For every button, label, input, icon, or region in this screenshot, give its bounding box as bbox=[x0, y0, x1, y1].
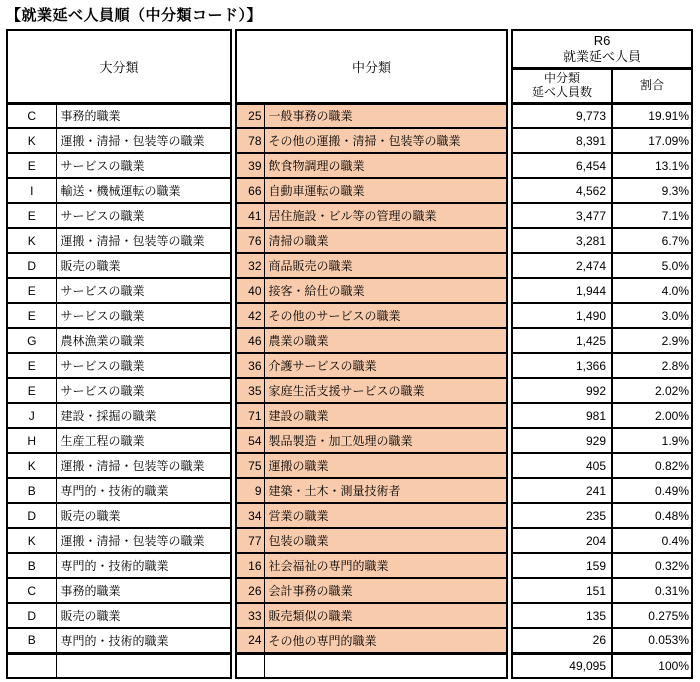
major-name-cell: サービスの職業 bbox=[56, 153, 231, 178]
table-row-r6 bbox=[512, 453, 692, 478]
major-code-cell: D bbox=[7, 503, 56, 528]
major-code-cell: K bbox=[7, 128, 56, 153]
table-row-major bbox=[7, 103, 231, 128]
major-name-cell: 専門的・技術的職業 bbox=[56, 628, 231, 653]
major-code-cell: E bbox=[7, 353, 56, 378]
ratio-cell: 19.91% bbox=[612, 103, 692, 128]
table-row-major bbox=[7, 453, 231, 478]
count-cell: 1,366 bbox=[512, 353, 612, 378]
count-cell: 405 bbox=[512, 453, 612, 478]
table-row-r6 bbox=[512, 253, 692, 278]
mid-code-cell: 46 bbox=[236, 328, 264, 353]
major-name-cell: サービスの職業 bbox=[56, 353, 231, 378]
count-cell: 1,944 bbox=[512, 278, 612, 303]
table-row-major bbox=[7, 628, 231, 653]
major-code-cell: K bbox=[7, 228, 56, 253]
table-row-major bbox=[7, 503, 231, 528]
major-code-cell: J bbox=[7, 403, 56, 428]
mid-code-cell: 40 bbox=[236, 278, 264, 303]
mid-code-cell: 42 bbox=[236, 303, 264, 328]
table-row-major bbox=[7, 528, 231, 553]
ratio-cell: 2.02% bbox=[612, 378, 692, 403]
table-row-r6 bbox=[512, 328, 692, 353]
major-code-cell: B bbox=[7, 628, 56, 653]
mid-code-cell: 35 bbox=[236, 378, 264, 403]
count-column-header: 中分類 延べ人員数 bbox=[512, 68, 612, 103]
mid-name-cell: その他の運搬・清掃・包装等の職業 bbox=[264, 128, 507, 153]
major-code-cell: K bbox=[7, 453, 56, 478]
mid-name-cell: 農業の職業 bbox=[264, 328, 507, 353]
table-row-r6 bbox=[512, 603, 692, 628]
major-code-cell: G bbox=[7, 328, 56, 353]
major-code-cell: H bbox=[7, 428, 56, 453]
mid-code-cell: 76 bbox=[236, 228, 264, 253]
major-name-cell: サービスの職業 bbox=[56, 303, 231, 328]
ratio-cell: 4.0% bbox=[612, 278, 692, 303]
ratio-cell: 6.7% bbox=[612, 228, 692, 253]
table-row-major bbox=[7, 178, 231, 203]
major-code-cell: C bbox=[7, 103, 56, 128]
count-cell: 981 bbox=[512, 403, 612, 428]
major-name-cell: 販売の職業 bbox=[56, 603, 231, 628]
major-classification-table bbox=[6, 29, 232, 679]
count-cell: 4,562 bbox=[512, 178, 612, 203]
total-mid-name-cell bbox=[264, 653, 507, 678]
count-cell: 26 bbox=[512, 628, 612, 653]
count-cell: 3,477 bbox=[512, 203, 612, 228]
mid-name-cell: その他の専門的職業 bbox=[264, 628, 507, 653]
mid-name-cell: 運搬の職業 bbox=[264, 453, 507, 478]
major-code-cell: K bbox=[7, 528, 56, 553]
major-code-cell: D bbox=[7, 603, 56, 628]
mid-name-cell: 営業の職業 bbox=[264, 503, 507, 528]
mid-code-cell: 34 bbox=[236, 503, 264, 528]
ratio-cell: 2.8% bbox=[612, 353, 692, 378]
ratio-cell: 0.275% bbox=[612, 603, 692, 628]
table-row-middle bbox=[236, 103, 507, 128]
ratio-cell: 9.3% bbox=[612, 178, 692, 203]
table-row-middle bbox=[236, 628, 507, 653]
r6-group-header: R6 就業延べ人員 bbox=[512, 30, 692, 68]
table-row-middle bbox=[236, 253, 507, 278]
mid-name-cell: 社会福祉の専門的職業 bbox=[264, 553, 507, 578]
r6-employment-table bbox=[511, 29, 693, 679]
table-row-major bbox=[7, 578, 231, 603]
major-name-cell: 専門的・技術的職業 bbox=[56, 478, 231, 503]
major-name-cell: 農林漁業の職業 bbox=[56, 328, 231, 353]
ratio-cell: 0.053% bbox=[612, 628, 692, 653]
table-row-r6 bbox=[512, 553, 692, 578]
major-name-cell: サービスの職業 bbox=[56, 378, 231, 403]
table-row-middle bbox=[236, 153, 507, 178]
table-row-middle bbox=[236, 528, 507, 553]
mid-code-cell: 24 bbox=[236, 628, 264, 653]
table-row-major bbox=[7, 603, 231, 628]
mid-name-cell: 飲食物調理の職業 bbox=[264, 153, 507, 178]
major-name-cell: サービスの職業 bbox=[56, 278, 231, 303]
mid-name-cell: 清掃の職業 bbox=[264, 228, 507, 253]
mid-code-cell: 26 bbox=[236, 578, 264, 603]
total-major-name-cell bbox=[56, 653, 231, 678]
mid-name-cell: 介護サービスの職業 bbox=[264, 353, 507, 378]
mid-name-cell: 製品製造・加工処理の職業 bbox=[264, 428, 507, 453]
total-count-cell: 49,095 bbox=[512, 653, 612, 678]
ratio-cell: 13.1% bbox=[612, 153, 692, 178]
table-row-major bbox=[7, 203, 231, 228]
table-row-middle bbox=[236, 453, 507, 478]
count-cell: 8,391 bbox=[512, 128, 612, 153]
table-row-r6 bbox=[512, 278, 692, 303]
mid-name-cell: 一般事務の職業 bbox=[264, 103, 507, 128]
table-row-r6 bbox=[512, 203, 692, 228]
major-name-cell: 生産工程の職業 bbox=[56, 428, 231, 453]
table-row-middle bbox=[236, 603, 507, 628]
table-row-r6 bbox=[512, 628, 692, 653]
count-cell: 204 bbox=[512, 528, 612, 553]
total-mid-code-cell bbox=[236, 653, 264, 678]
mid-name-cell: 会計事務の職業 bbox=[264, 578, 507, 603]
table-row-r6 bbox=[512, 428, 692, 453]
table-row-major bbox=[7, 328, 231, 353]
table-row-middle bbox=[236, 553, 507, 578]
table-row-major bbox=[7, 253, 231, 278]
major-code-cell: B bbox=[7, 478, 56, 503]
table-row-r6 bbox=[512, 353, 692, 378]
major-name-cell: 輸送・機械運転の職業 bbox=[56, 178, 231, 203]
mid-code-cell: 33 bbox=[236, 603, 264, 628]
major-code-cell: D bbox=[7, 253, 56, 278]
count-cell: 135 bbox=[512, 603, 612, 628]
table-row-r6 bbox=[512, 503, 692, 528]
total-row-major bbox=[7, 653, 231, 678]
ratio-cell: 0.48% bbox=[612, 503, 692, 528]
table-row-middle bbox=[236, 203, 507, 228]
table-row-r6 bbox=[512, 178, 692, 203]
table-row-major bbox=[7, 153, 231, 178]
count-cell: 1,425 bbox=[512, 328, 612, 353]
count-cell: 151 bbox=[512, 578, 612, 603]
major-code-cell: C bbox=[7, 578, 56, 603]
table-row-middle bbox=[236, 353, 507, 378]
table-row-r6 bbox=[512, 103, 692, 128]
table-row-middle bbox=[236, 278, 507, 303]
mid-name-cell: 建設の職業 bbox=[264, 403, 507, 428]
count-cell: 235 bbox=[512, 503, 612, 528]
major-code-cell: E bbox=[7, 378, 56, 403]
mid-name-cell: 自動車運転の職業 bbox=[264, 178, 507, 203]
ratio-cell: 1.9% bbox=[612, 428, 692, 453]
major-classification-header: 大分類 bbox=[7, 30, 231, 103]
mid-name-cell: 販売類似の職業 bbox=[264, 603, 507, 628]
table-row-major bbox=[7, 128, 231, 153]
count-cell: 1,490 bbox=[512, 303, 612, 328]
mid-code-cell: 16 bbox=[236, 553, 264, 578]
mid-code-cell: 75 bbox=[236, 453, 264, 478]
table-row-r6 bbox=[512, 403, 692, 428]
mid-code-cell: 78 bbox=[236, 128, 264, 153]
count-cell: 929 bbox=[512, 428, 612, 453]
major-name-cell: 販売の職業 bbox=[56, 503, 231, 528]
table-row-major bbox=[7, 228, 231, 253]
major-name-cell: 運搬・清掃・包装等の職業 bbox=[56, 528, 231, 553]
count-cell: 992 bbox=[512, 378, 612, 403]
ratio-cell: 2.9% bbox=[612, 328, 692, 353]
table-row-major bbox=[7, 353, 231, 378]
major-name-cell: 建設・採掘の職業 bbox=[56, 403, 231, 428]
major-code-cell: I bbox=[7, 178, 56, 203]
ratio-cell: 0.32% bbox=[612, 553, 692, 578]
mid-code-cell: 66 bbox=[236, 178, 264, 203]
mid-code-cell: 41 bbox=[236, 203, 264, 228]
table-row-r6 bbox=[512, 303, 692, 328]
mid-name-cell: 接客・給仕の職業 bbox=[264, 278, 507, 303]
table-row-r6 bbox=[512, 128, 692, 153]
major-code-cell: E bbox=[7, 203, 56, 228]
major-name-cell: 事務的職業 bbox=[56, 103, 231, 128]
major-name-cell: 事務的職業 bbox=[56, 578, 231, 603]
middle-classification-header: 中分類 bbox=[236, 30, 507, 103]
table-row-middle bbox=[236, 503, 507, 528]
table-row-middle bbox=[236, 428, 507, 453]
mid-code-cell: 36 bbox=[236, 353, 264, 378]
table-row-major bbox=[7, 553, 231, 578]
table-row-r6 bbox=[512, 228, 692, 253]
table-row-middle bbox=[236, 403, 507, 428]
ratio-cell: 3.0% bbox=[612, 303, 692, 328]
table-row-r6 bbox=[512, 478, 692, 503]
table-row-major bbox=[7, 478, 231, 503]
table-row-major bbox=[7, 428, 231, 453]
ratio-cell: 2.00% bbox=[612, 403, 692, 428]
middle-classification-table bbox=[235, 29, 508, 679]
major-name-cell: 運搬・清掃・包装等の職業 bbox=[56, 228, 231, 253]
ratio-cell: 0.4% bbox=[612, 528, 692, 553]
major-name-cell: 運搬・清掃・包装等の職業 bbox=[56, 453, 231, 478]
mid-code-cell: 71 bbox=[236, 403, 264, 428]
table-row-middle bbox=[236, 578, 507, 603]
table-row-middle bbox=[236, 128, 507, 153]
table-row-middle bbox=[236, 478, 507, 503]
mid-name-cell: 家庭生活支援サービスの職業 bbox=[264, 378, 507, 403]
major-name-cell: 専門的・技術的職業 bbox=[56, 553, 231, 578]
count-cell: 3,281 bbox=[512, 228, 612, 253]
ratio-cell: 17.09% bbox=[612, 128, 692, 153]
table-row-r6 bbox=[512, 528, 692, 553]
table-row-major bbox=[7, 278, 231, 303]
table-row-major bbox=[7, 403, 231, 428]
major-code-cell: E bbox=[7, 303, 56, 328]
table-row-middle bbox=[236, 178, 507, 203]
mid-code-cell: 9 bbox=[236, 478, 264, 503]
table-row-r6 bbox=[512, 153, 692, 178]
total-major-code-cell bbox=[7, 653, 56, 678]
mid-name-cell: 建築・土木・測量技術者 bbox=[264, 478, 507, 503]
major-code-cell: E bbox=[7, 153, 56, 178]
mid-name-cell: 居住施設・ビル等の管理の職業 bbox=[264, 203, 507, 228]
ratio-cell: 0.49% bbox=[612, 478, 692, 503]
mid-name-cell: その他のサービスの職業 bbox=[264, 303, 507, 328]
mid-name-cell: 商品販売の職業 bbox=[264, 253, 507, 278]
table-row-middle bbox=[236, 228, 507, 253]
count-cell: 6,454 bbox=[512, 153, 612, 178]
table-row-r6 bbox=[512, 378, 692, 403]
table-row-middle bbox=[236, 303, 507, 328]
total-ratio-cell: 100% bbox=[612, 653, 692, 678]
ratio-column-header: 割合 bbox=[612, 68, 692, 103]
ratio-cell: 0.31% bbox=[612, 578, 692, 603]
ratio-cell: 0.82% bbox=[612, 453, 692, 478]
employment-ranking-table bbox=[6, 29, 700, 679]
ratio-cell: 5.0% bbox=[612, 253, 692, 278]
major-code-cell: E bbox=[7, 278, 56, 303]
table-row-middle bbox=[236, 328, 507, 353]
table-row-r6 bbox=[512, 578, 692, 603]
major-name-cell: サービスの職業 bbox=[56, 203, 231, 228]
major-name-cell: 運搬・清掃・包装等の職業 bbox=[56, 128, 231, 153]
major-name-cell: 販売の職業 bbox=[56, 253, 231, 278]
major-code-cell: B bbox=[7, 553, 56, 578]
mid-code-cell: 32 bbox=[236, 253, 264, 278]
mid-code-cell: 77 bbox=[236, 528, 264, 553]
ratio-cell: 7.1% bbox=[612, 203, 692, 228]
table-row-middle bbox=[236, 378, 507, 403]
count-cell: 241 bbox=[512, 478, 612, 503]
mid-name-cell: 包装の職業 bbox=[264, 528, 507, 553]
total-row-middle bbox=[236, 653, 507, 678]
table-row-major bbox=[7, 378, 231, 403]
count-cell: 9,773 bbox=[512, 103, 612, 128]
count-cell: 159 bbox=[512, 553, 612, 578]
table-row-major bbox=[7, 303, 231, 328]
mid-code-cell: 39 bbox=[236, 153, 264, 178]
count-cell: 2,474 bbox=[512, 253, 612, 278]
mid-code-cell: 54 bbox=[236, 428, 264, 453]
mid-code-cell: 25 bbox=[236, 103, 264, 128]
total-row-r6 bbox=[512, 653, 692, 678]
page-title: 【就業延べ人員順（中分類コード）】 bbox=[6, 7, 263, 24]
